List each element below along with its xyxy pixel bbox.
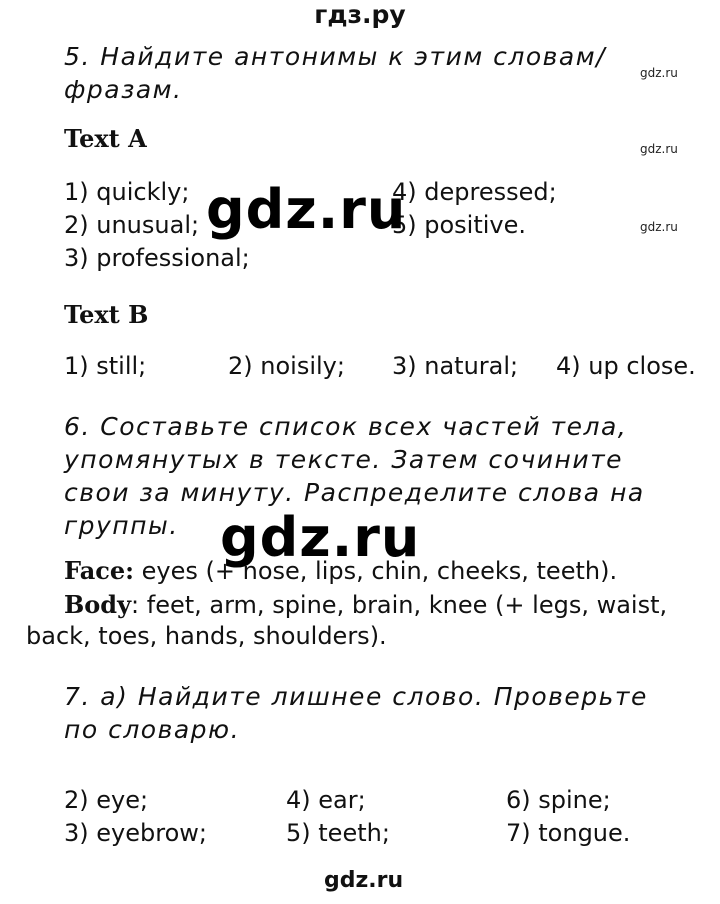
task-5-prompt: 5. Найдите антонимы к этим словам/ фразам. (64, 42, 606, 104)
face-text: eyes (+ nose, lips, chin, cheeks, teeth). (134, 557, 618, 585)
list-item: 6) spine; (506, 786, 611, 814)
list-item: 3) natural; (392, 352, 519, 380)
watermark-footer: gdz.ru (324, 868, 404, 893)
task-6-prompt: 6. Составьте список всех частей тела, упомянутых в тексте. Затем сочините свои за минуту. Распределите слова на группы. (64, 412, 645, 540)
task-7-prompt: 7. a) Найдите лишнее слово. Проверьте по словарю. (64, 682, 648, 744)
task-7-column-2 (286, 784, 390, 850)
watermark-large: gdz.ru (220, 506, 421, 569)
body-text: feet, arm, spine, brain, knee (+ legs, waist, (139, 591, 668, 619)
list-item: 2) unusual; (64, 211, 200, 239)
text-a-heading: Text A (64, 124, 147, 153)
task-7-column-3 (506, 784, 630, 850)
body-label: Body (64, 590, 132, 619)
list-item: 2) eye; (64, 786, 149, 814)
body-line-2: back, toes, hands, shoulders). (26, 622, 387, 650)
face-separator: : (125, 556, 135, 585)
watermark-small: gdz.ru (640, 220, 678, 234)
list-item: 4) ear; (286, 786, 366, 814)
list-item: 5) teeth; (286, 819, 390, 847)
list-item: 5) positive. (392, 211, 527, 239)
list-item: 3) eyebrow; (64, 819, 207, 847)
list-item: 2) noisily; (228, 352, 345, 380)
site-header: гдз.ру (314, 0, 406, 29)
list-item: 4) up close. (556, 352, 696, 380)
list-item: 1) quickly; (64, 178, 190, 206)
list-item: 1) still; (64, 352, 147, 380)
list-item: 7) tongue. (506, 819, 631, 847)
face-label: Face (64, 556, 126, 585)
text-a-column-2 (392, 176, 557, 242)
task-7-column-1 (64, 784, 207, 850)
body-separator: : (131, 591, 140, 619)
face-line (64, 556, 617, 585)
list-item: 3) professional; (64, 244, 250, 272)
watermark-small: gdz.ru (640, 66, 678, 80)
text-b-heading: Text B (64, 300, 149, 329)
list-item: 4) depressed; (392, 178, 557, 206)
watermark-large: gdz.ru (206, 178, 407, 241)
body-line-1 (64, 590, 667, 619)
watermark-small: gdz.ru (640, 142, 678, 156)
